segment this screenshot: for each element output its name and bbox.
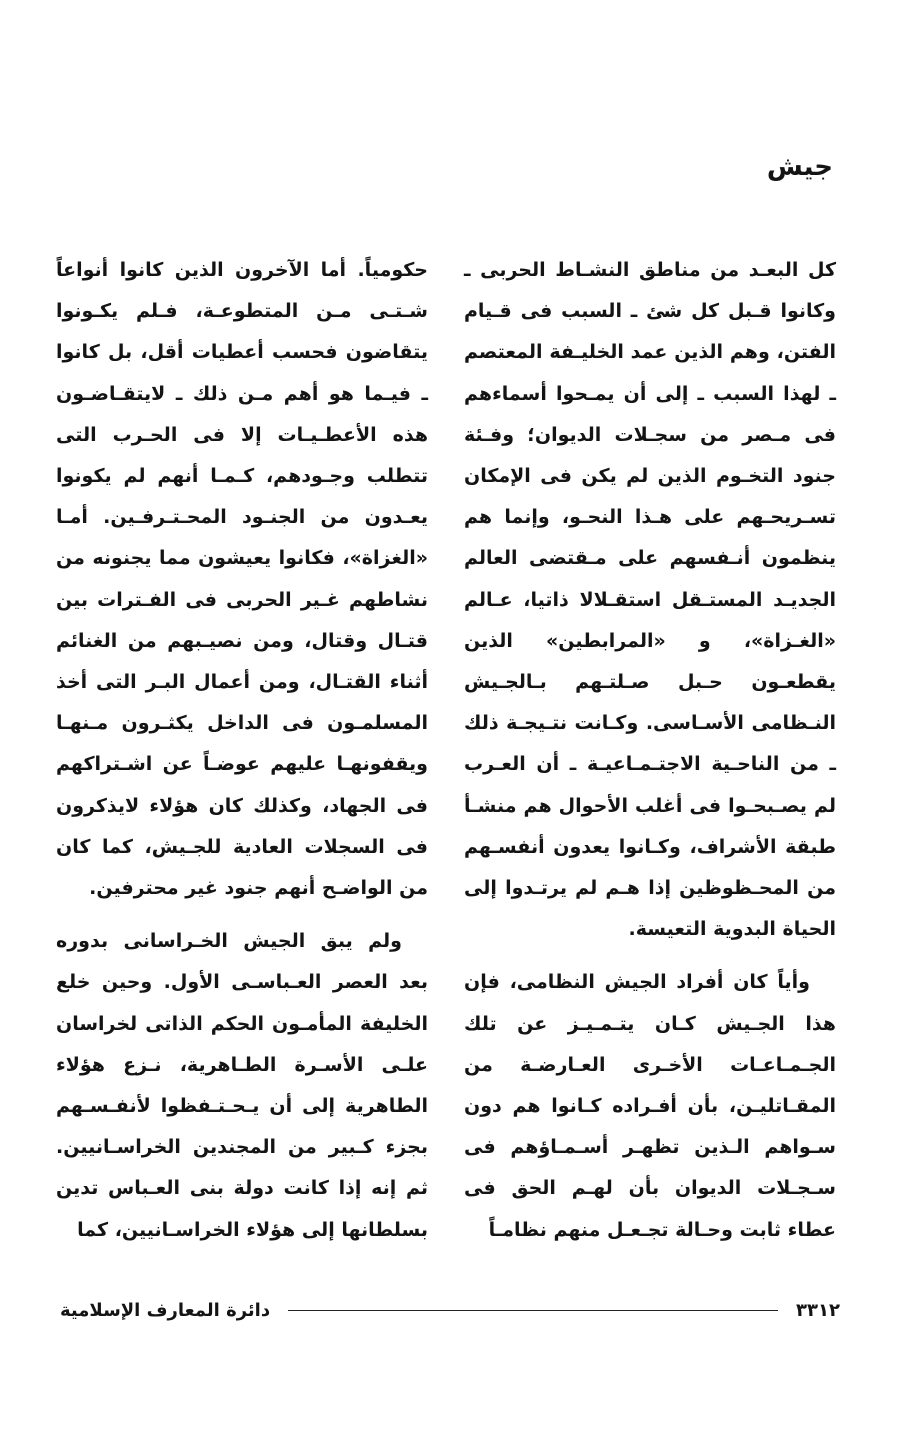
publication-title: دائرة المعارف الإسلامية [60, 1299, 271, 1321]
page-footer [60, 1295, 840, 1325]
text-column-left [56, 250, 428, 1263]
paragraph: ولم يبق الجيش الخـراسانى بدوره بعد العصر العـباسـى الأول. وحين خلع الخليفة المأمـون الحكم الذاتى لخراسان علـى الأسـرة الطـاهرية، نـزع هؤلاء الطاهرية إلى أن يـحـتـفظوا لأنفـسـهم بجزء كـبير من المجندين الخراسـانيين. ثم إنه إذا كانت دولة بنى العـباس تدين بسلطانها إلى هؤلاء الخراسـانيين، كما [56, 930, 428, 1241]
paragraph: كل البعـد من مناطق النشـاط الحربى ـ وكانوا قـبل كل شئ ـ السبب فى قـيام الفتن، وهم الذين عمد الخليـفة المعتصم ـ لهذا السبب ـ إلى أن يمـحوا أسماءهم فى مـصر من سجـلات الديوان؛ وفـئة جنود التخـوم الذين لم يكن فى الإمكان تسـريحـهم على هـذا النحـو، وإنما هم ينظمون أنـفسهم على مـقتضى العالم الجديـد المستـقل استقـلالا ذاتيا، عـالم «الغـزاة»، و «المرابطين» الذين يقطعـون حـبل صـلتـهم بـالجـيش النـظامى الأسـاسى. وكـانت نتـيجـة ذلك ـ من الناحـية الاجتـمـاعيـة ـ أن العـرب لم يصـبحـوا فى أغلب الأحوال هم منشـأ طبقة الأشراف، وكـانوا يعدون أنفسـهم من المحـظوظين إذا هـم لم يرتـدوا إلى الحياة البدوية التعيسة. [464, 259, 836, 941]
page-header-title: جيش [766, 152, 833, 182]
paragraph: حكومياً. أما الآخرون الذين كانوا أنواعاً شـتـى مـن المتطوعـة، فـلم يكـونوا يتقاضون فحسب أعطيات أقل، بل كانوا ـ فيـما هو أهم مـن ذلك ـ لايتقـاضـون هذه الأعطـيـات إلا فى الحـرب التى تتطلب وجـودهم، كـمـا أنهم لم يكونوا يعـدون من الجنـود المحـتـرفـين. أمـا «الغزاة»، فكانوا يعيشون مما يجنونه من نشاطهم غـير الحربى فى الفـترات بين قتـال وقتال، ومن نصيـبهم من الغنائم أثناء القتـال، ومن أعمال البـر التى أخذ المسلمـون فى الداخل يكثـرون مـنهـا ويقفونهـا عليهم عوضـاً عن اشـتراكهم فى الجهاد، وكذلك كان هؤلاء لايذكرون فى السجلات العادية للجـيش، كما كان من الواضـح أنهم جنود غير محترفين. [56, 259, 428, 900]
paragraph: وأياً كان أفراد الجيش النظامى، فإن هذا الجـيش كـان يتـمـيـز عن تلك الجـمـاعـات الأخـرى العـارضـة من المقـاتليـن، بأن أفـراده كـانوا هم دون سـواهم الـذين تظهـر أسـمـاؤهم فى سـجـلات الديوان بأن لهـم الحق فى عطاء ثابت وحـالة تجـعـل منهم نظامـاً [464, 971, 836, 1241]
text-column-right [464, 250, 836, 1263]
page-number: ٣٣١٢ [796, 1299, 840, 1321]
footer-divider [288, 1310, 778, 1311]
